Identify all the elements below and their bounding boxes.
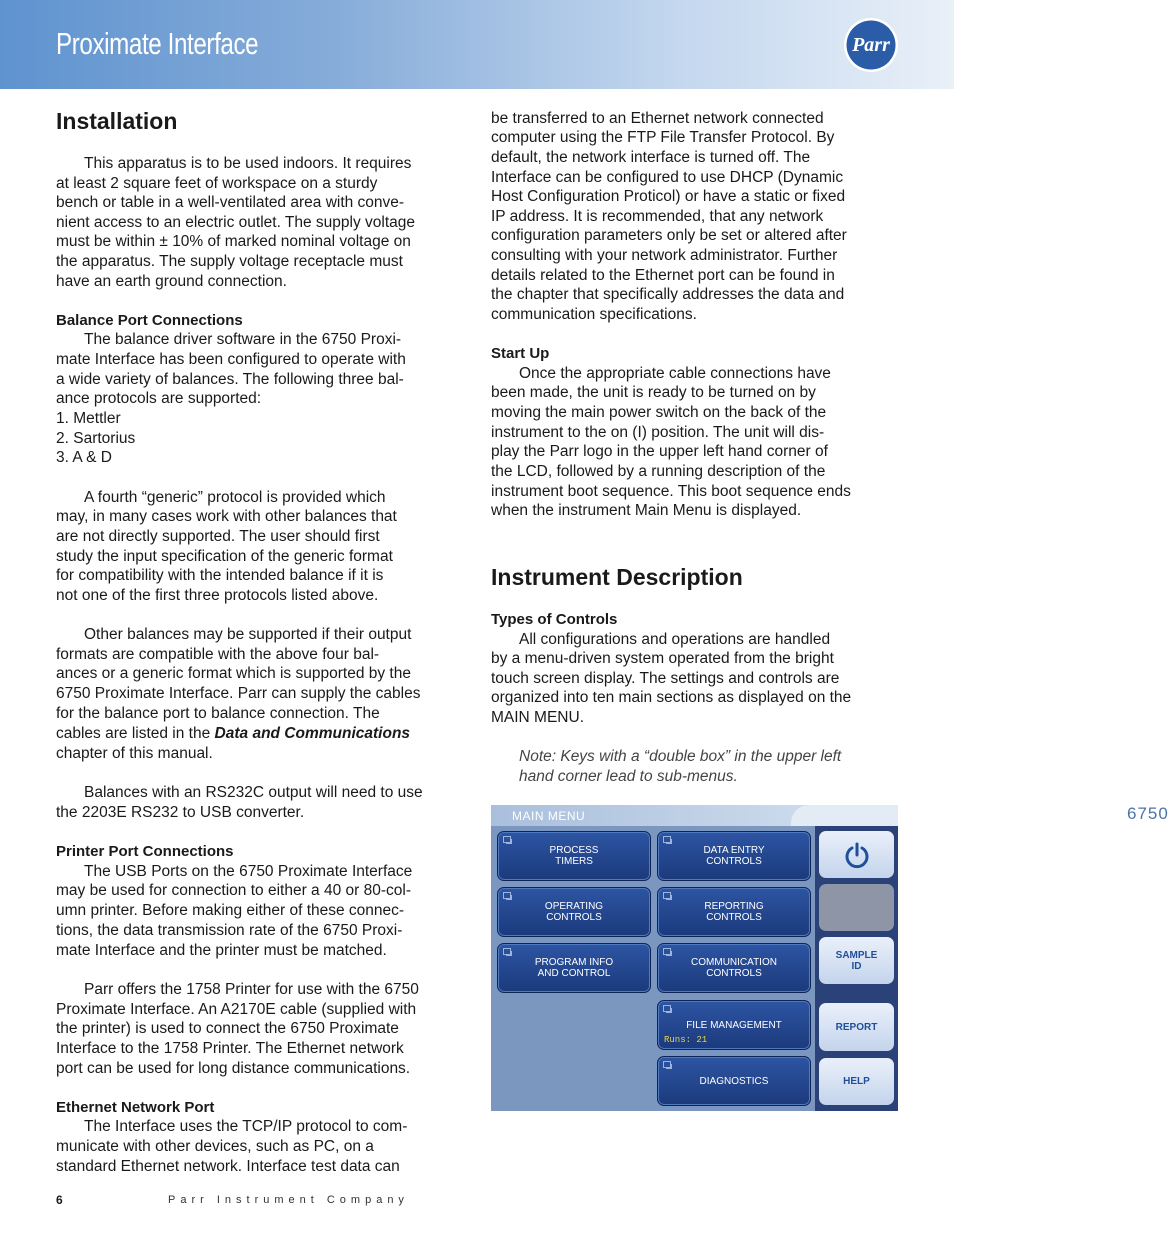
main-menu-screenshot [491,804,1169,1111]
text-line: communication specifications. [491,306,697,323]
installation-heading: Installation [56,108,178,134]
text-line: the chapter that specifically addresses the data and [491,286,845,303]
disabled-side-button [819,884,894,931]
button-label: HELP [843,1076,870,1087]
text-line: MAIN MENU. [491,709,584,726]
button-label: REPORT [835,1021,878,1033]
text-line: been made, the unit is ready to be turned on by [491,384,816,401]
parr-logo-icon [843,17,899,73]
text-line: have an earth ground connection. [56,273,287,290]
page-header [0,0,954,89]
text-line: may be used for connection to either a 40 or 80-col- [56,882,411,899]
model-number: 6750 [1127,804,1169,823]
program-info-button[interactable] [497,943,651,993]
power-icon [842,840,872,870]
button-label: REPORTING [704,901,764,912]
double-box-icon [663,1005,671,1012]
text-line: A fourth “generic” protocol is provided which [84,489,386,506]
text-line: details related to the Ethernet port can be found in [491,267,835,284]
text-line: port can be used for long distance communications. [56,1060,411,1077]
text-line: formats are compatible with the above four bal- [56,646,380,663]
button-label: OPERATING [544,901,604,912]
text-line: study the input specification of the generic format [56,548,393,565]
instrument-heading: Instrument Description [491,564,743,590]
text-line: are not directly supported. The user should first [56,528,380,545]
text-line: Other balances may be supported if their output [84,626,412,643]
text-line: Proximate Interface. An A2170E cable (supplied with [56,1001,417,1018]
text-line: The USB Ports on the 6750 Proximate Interface [84,863,413,880]
reporting-controls-button[interactable] [657,887,811,937]
text-line: organized into ten main sections as displayed on the [491,689,852,706]
balance-heading: Balance Port Connections [56,312,243,329]
button-label: CONTROLS [706,968,762,979]
text-line [56,724,410,744]
model-tab [791,804,1169,826]
power-button[interactable] [819,831,894,878]
text-line: may, in many cases work with other balances that [56,508,397,525]
text-line: the apparatus. The supply voltage receptacle must [56,253,403,270]
company-name: Parr Instrument Company [168,1194,409,1206]
cables-prefix: cables are listed in the [56,725,215,742]
report-button[interactable] [819,1003,894,1051]
screen-title-bar [491,804,1169,826]
data-entry-controls-button[interactable] [657,831,811,881]
text-line: must be within ± 10% of marked nominal voltage on [56,233,411,250]
text-line: The Interface uses the TCP/IP protocol to com- [84,1118,408,1135]
text-line: This apparatus is to be used indoors. It requires [84,155,412,172]
text-line: at least 2 square feet of workspace on a sturdy [56,175,378,192]
text-line: when the instrument Main Menu is displayed. [491,502,802,519]
text-line: for compatibility with the intended balance if it is [56,567,384,584]
operating-controls-button[interactable] [497,887,651,937]
text-line: All configurations and operations are handled [519,631,831,648]
button-label: CONTROLS [706,912,762,923]
runs-counter: Runs: 21 [664,1035,708,1045]
text-line: chapter of this manual. [56,745,213,762]
text-line: be transferred to an Ethernet network connected [491,110,824,127]
text-line: mate Interface and the printer must be matched. [56,942,387,959]
sample-id-button[interactable] [819,937,894,984]
process-timers-button[interactable] [497,831,651,881]
double-box-icon [663,948,671,955]
double-box-icon [503,948,511,955]
double-box-icon [663,836,671,843]
data-communications-link: Data and Communications [214,725,411,742]
text-line: instrument boot sequence. This boot sequence ends [491,483,851,500]
button-label: COMMUNICATION [691,957,777,968]
text-line: Once the appropriate cable connections have [519,365,831,382]
button-label: CONTROLS [706,856,762,867]
double-box-icon [503,892,511,899]
button-label: DATA ENTRY [703,845,765,856]
text-line: the printer) is used to connect the 6750 Proximate [56,1020,399,1037]
types-heading: Types of Controls [491,611,618,628]
button-label: CONTROLS [546,912,602,923]
text-line: the LCD, followed by a running description of the [491,463,826,480]
note-line: hand corner lead to sub-menus. [519,768,738,785]
text-line: a wide variety of balances. The following three bal- [56,371,404,388]
startup-heading: Start Up [491,345,550,362]
double-box-icon [663,892,671,899]
text-line: moving the main power switch on the back of the [491,404,827,421]
text-line: consulting with your network administrator. Further [491,247,838,264]
text-line: nient access to an electric outlet. The supply voltage [56,214,416,231]
text-line: instrument to the on (I) position. The unit will dis- [491,424,825,441]
text-line: Interface can be configured to use DHCP (Dynamic [491,169,844,186]
text-line: The balance driver software in the 6750 Proxi- [84,331,402,348]
text-line: configuration parameters only be set or altered after [491,227,847,244]
text-line: for the balance port to balance connection. The [56,705,380,722]
text-line: Interface to the 1758 Printer. The Ethernet network [56,1040,404,1057]
text-line: Parr offers the 1758 Printer for use with the 6750 [84,981,419,998]
button-label: AND CONTROL [537,968,611,979]
button-label: SAMPLE [835,949,878,961]
text-line: umn printer. Before making either of these connec- [56,902,405,919]
list-item: 2. Sartorius [56,430,136,447]
printer-heading: Printer Port Connections [56,843,234,860]
double-box-icon [503,836,511,843]
button-label: TIMERS [555,856,593,867]
page-number: 6 [56,1193,63,1207]
text-line: bench or table in a well-ventilated area with conve- [56,194,405,211]
ethernet-heading: Ethernet Network Port [56,1099,215,1116]
screen-title: MAIN MENU [512,809,586,823]
button-label: FILE MANAGEMENT [686,1019,782,1031]
button-label: DIAGNOSTICS [699,1075,769,1087]
svg-text:Parr: Parr [852,34,890,56]
text-line: by a menu-driven system operated from the bright [491,650,834,667]
file-management-button[interactable] [657,1000,811,1050]
text-line: municate with other devices, such as PC, on a [56,1138,374,1155]
note-line: Note: Keys with a “double box” in the upper left [519,748,842,765]
diagnostics-button[interactable] [657,1056,811,1106]
list-item: 3. A & D [56,449,113,466]
text-line: the 2203E RS232 to USB converter. [56,804,305,821]
double-box-icon [663,1061,671,1068]
button-label: PROGRAM INFO [534,957,614,968]
button-label: ID [851,960,862,972]
text-line: ance protocols are supported: [56,390,262,407]
text-line: not one of the first three protocols listed above. [56,587,379,604]
help-button[interactable] [819,1058,894,1105]
text-line: mate Interface has been configured to operate with [56,351,406,368]
button-label: PROCESS [549,845,599,856]
text-line: computer using the FTP File Transfer Protocol. By [491,129,835,146]
text-line: touch screen display. The settings and controls are [491,670,840,687]
text-line: 6750 Proximate Interface. Parr can supply the cables [56,685,421,702]
communication-controls-button[interactable] [657,943,811,993]
text-line: IP address. It is recommended, that any network [491,208,824,225]
text-line: Host Configuration Proticol) or have a static or fixed [491,188,846,205]
list-item: 1. Mettler [56,410,121,427]
text-line: ances or a generic format which is supported by the [56,665,411,682]
text-line: default, the network interface is turned off. The [491,149,811,166]
text-line: standard Ethernet network. Interface test data can [56,1158,400,1175]
text-line: tions, the data transmission rate of the 6750 Proxi- [56,922,403,939]
text-line: Balances with an RS232C output will need to use [84,784,423,801]
header-title: Proximate Interface [56,26,259,61]
text-line: play the Parr logo in the upper left hand corner of [491,443,828,460]
